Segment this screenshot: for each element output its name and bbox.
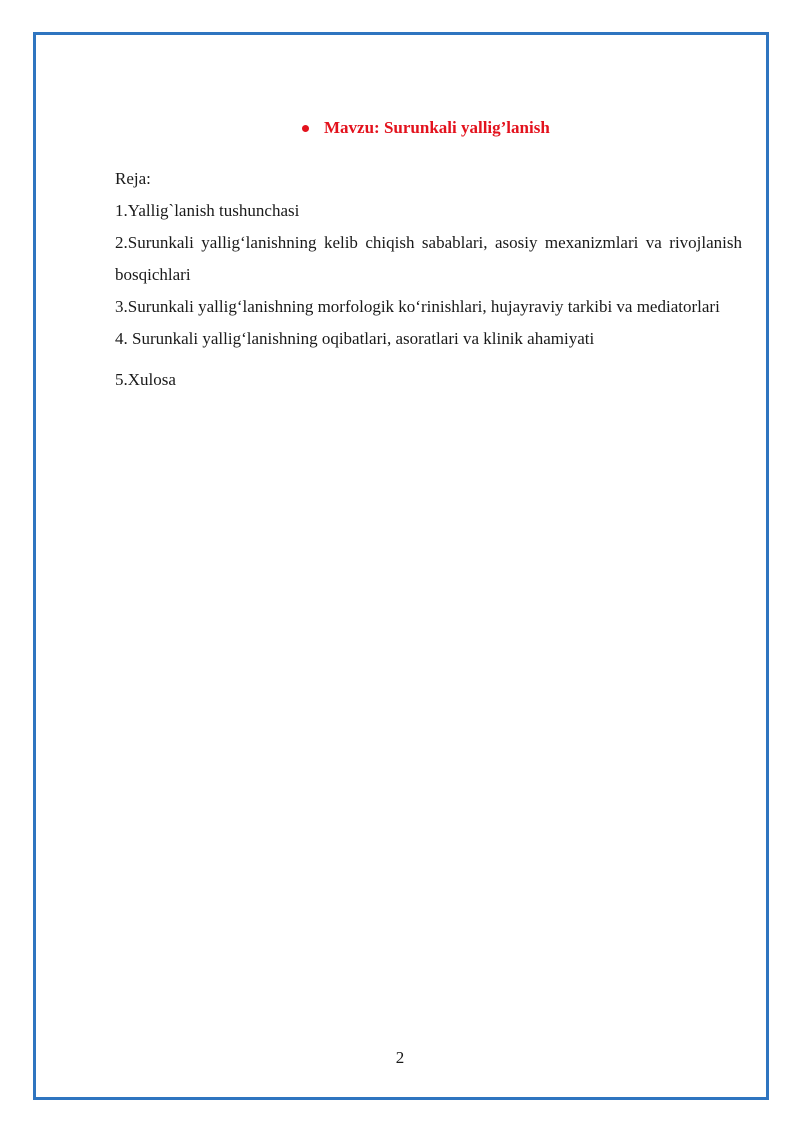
- plan-item-5: 5.Xulosa: [115, 370, 176, 389]
- page-number: 2: [395, 1048, 405, 1067]
- plan-heading: Reja:: [115, 169, 151, 188]
- plan-item-3: 3.Surunkali yallig‘lanishning morfologik ko‘rinishlari, hujayraviy tarkibi va mediatorlari: [115, 297, 720, 316]
- document-title: [302, 118, 550, 138]
- bullet-icon: [302, 125, 309, 132]
- plan-item-4: 4. Surunkali yallig‘lanishning oqibatlari, asoratlari va klinik ahamiyati: [115, 329, 595, 348]
- plan-item-2: 2.Surunkali yallig‘lanishning kelib chiqish sabablari, asosiy mexanizmlari va rivojlanish bosqichlari: [115, 233, 742, 284]
- document-title-text: Mavzu: Surunkali yallig’lanish: [324, 118, 550, 137]
- plan-section: [115, 163, 742, 396]
- plan-item-1: 1.Yallig`lanish tushunchasi: [115, 201, 300, 220]
